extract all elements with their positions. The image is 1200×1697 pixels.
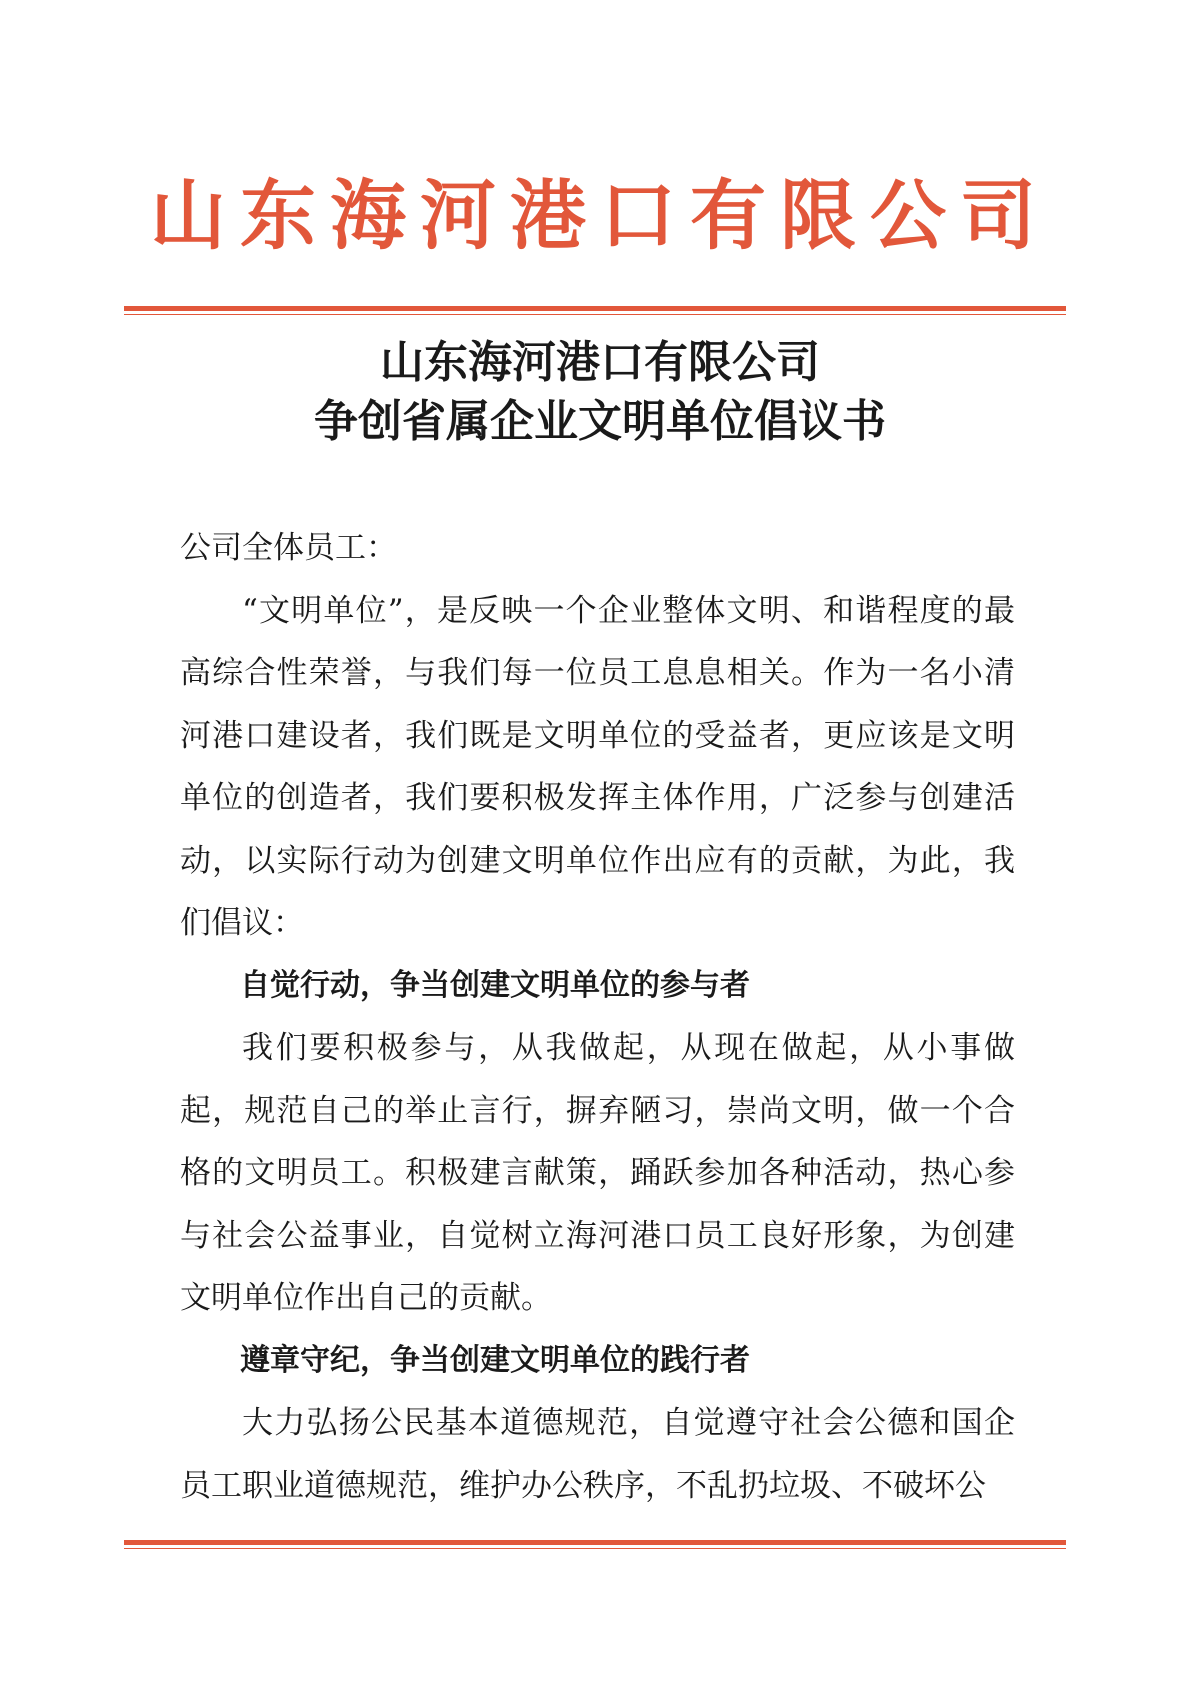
section2-heading: 遵章守纪，争当创建文明单位的践行者 xyxy=(240,1342,750,1378)
footer-rule xyxy=(124,1540,1066,1549)
salutation: 公司全体员工： xyxy=(180,530,397,566)
section1-heading: 自觉行动，争当创建文明单位的参与者 xyxy=(240,967,750,1003)
document-body xyxy=(180,517,1015,1517)
letterhead-company-name: 山东海河港口有限公司 xyxy=(150,171,1050,260)
section2-paragraph: 大力弘扬公民基本道德规范，自觉遵守社会公德和国企员工职业道德规范，维护办公秩序，不乱扔垃圾、不破坏公 xyxy=(180,1405,1015,1504)
document-title-line1: 山东海河港口有限公司 xyxy=(380,337,820,388)
section1-paragraph: 我们要积极参与，从我做起，从现在做起，从小事做起，规范自己的举止言行，摒弃陋习，崇尚文明，做一个合格的文明员工。积极建言献策，踊跃参加各种活动，热心参与社会公益事业，自觉树立海河港口员工良好形象，为创建文明单位作出自己的贡献。 xyxy=(180,1030,1015,1316)
letterhead-top-rule xyxy=(124,306,1066,315)
document-title-line2: 争创省属企业文明单位倡议书 xyxy=(314,396,886,447)
intro-paragraph: “文明单位”，是反映一个企业整体文明、和谐程度的最高综合性荣誉，与我们每一位员工息息相关。作为一名小清河港口建设者，我们既是文明单位的受益者，更应该是文明单位的创造者，我们要积极发挥主体作用，广泛参与创建活动，以实际行动为创建文明单位作出应有的贡献，为此，我们倡议： xyxy=(180,592,1015,941)
